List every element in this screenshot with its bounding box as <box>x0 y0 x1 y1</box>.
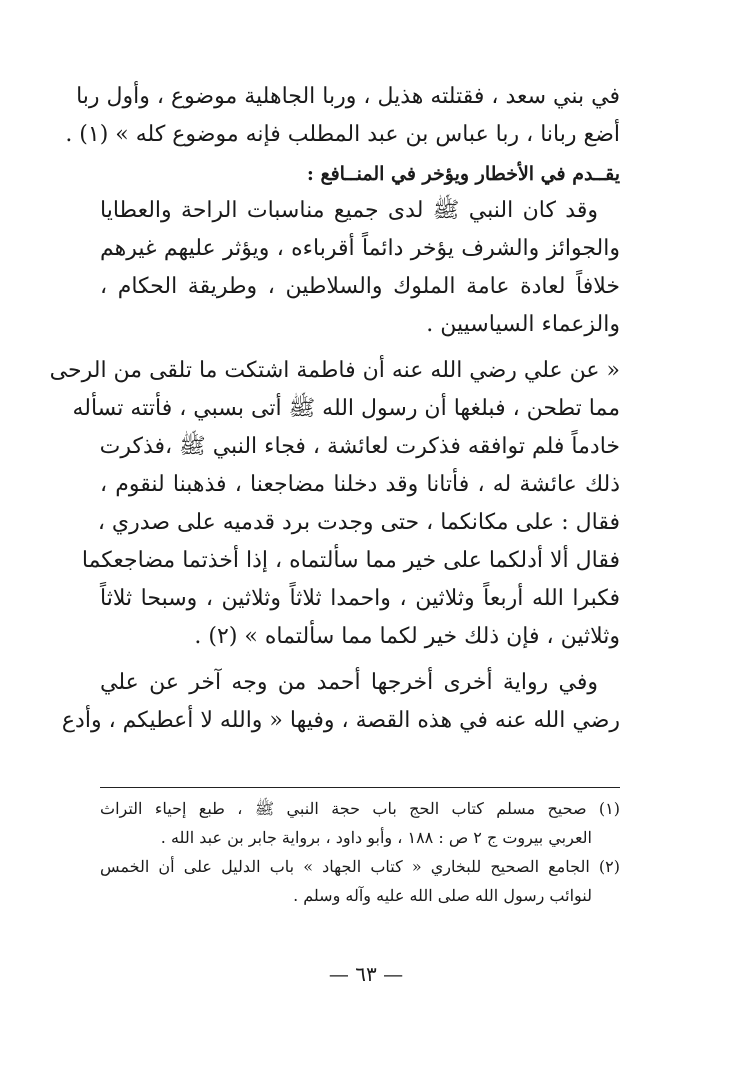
main-text <box>49 78 620 740</box>
text-line: والجوائز والشرف يؤخر دائماً أقرباءه ، ويؤثر عليهم غيرهم <box>100 236 620 261</box>
text-line: فقال : على مكانكما ، حتى وجدت برد قدميه على صدري ، <box>97 510 620 535</box>
paragraph-3-hadith <box>49 352 620 656</box>
text-line: وفي رواية أخرى أخرجها أحمد من وجه آخر عن علي <box>100 670 598 695</box>
footnote-line: (١) صحيح مسلم كتاب الحج باب حجة النبي ﷺ ، طبع إحياء التراث <box>100 799 620 818</box>
text-line: وقد كان النبي ﷺ لدى جميع مناسبات الراحة والعطايا <box>100 198 598 223</box>
text-line: رضي الله عنه في هذه القصة ، وفيها « والله لا أعطيكم ، وأدع <box>61 708 620 733</box>
text-line: خادماً فلم توافقه فذكرت لعائشة ، فجاء النبي ﷺ ،فذكرت <box>99 434 620 459</box>
text-line: أضع ربانا ، ربا عباس بن عبد المطلب فإنه موضوع كله » (١) . <box>65 122 620 147</box>
text-line: فقال ألا أدلكما على خير مما سألتماه ، إذا أخذتما مضاجعكما <box>81 548 620 573</box>
paragraph-1 <box>65 78 620 154</box>
text-line: والزعماء السياسيين . <box>426 312 620 337</box>
footnote-line: العربي بيروت ج ٢ ص : ١٨٨ ، وأبو داود ، برواية جابر بن عبد الله . <box>160 828 592 847</box>
text-line: مما تطحن ، فبلغها أن رسول الله ﷺ أتى بسبي ، فأتته تسأله <box>72 396 620 421</box>
footnotes <box>100 794 620 910</box>
page-number: — ٦٣ — <box>328 962 404 986</box>
paragraph-4 <box>61 664 620 740</box>
text-line: فكبرا الله أربعاً وثلاثين ، واحمدا ثلاثاً وثلاثين ، وسبحا ثلاثاً <box>100 586 620 611</box>
text-line: في بني سعد ، فقتلته هذيل ، وربا الجاهلية موضوع ، وأول ربا <box>76 84 620 109</box>
paragraph-2 <box>100 192 620 344</box>
text-line: وثلاثين ، فإن ذلك خير لكما مما سألتماه » (٢) . <box>194 624 620 649</box>
text-line: ذلك عائشة له ، فأتانا وقد دخلنا مضاجعنا ، فذهبنا لنقوم ، <box>100 472 620 497</box>
footnote-divider <box>100 787 620 788</box>
footnote-line: لنوائب رسول الله صلى الله عليه وآله وسلم . <box>293 886 592 905</box>
text-line: « عن علي رضي الله عنه أن فاطمة اشتكت ما تلقى من الرحى <box>49 358 620 383</box>
text-line: خلافاً لعادة عامة الملوك والسلاطين ، وطريقة الحكام ، <box>100 274 620 299</box>
footnote-line: (٢) الجامع الصحيح للبخاري « كتاب الجهاد » باب الدليل على أن الخمس <box>100 857 620 876</box>
section-heading: يقــدم في الأخطار ويؤخر في المنــافع : <box>306 163 620 185</box>
